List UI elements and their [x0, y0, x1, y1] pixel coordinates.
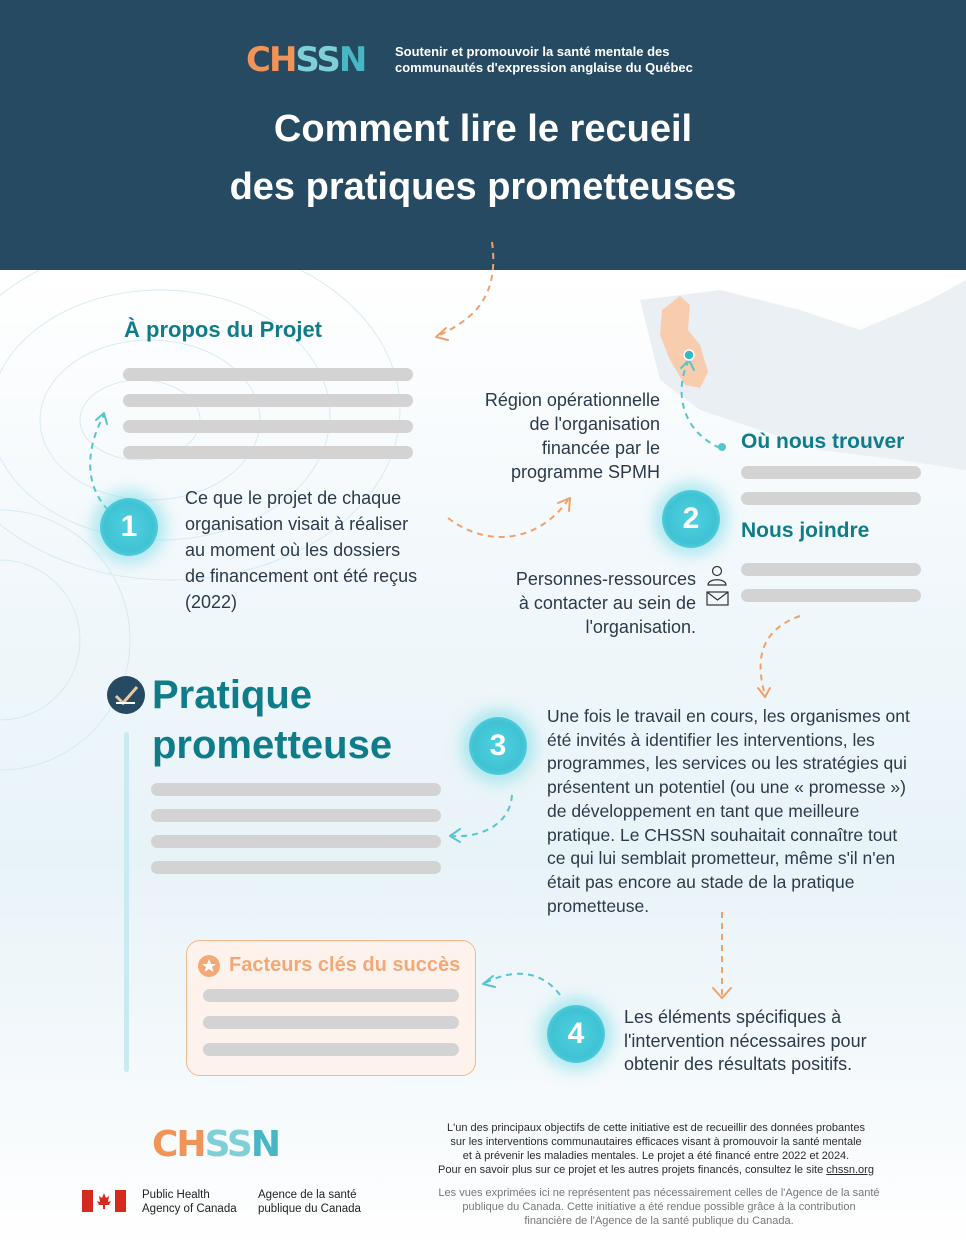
page-title-line-1: Comment lire le recueil — [273, 108, 693, 150]
chssn-logo: CHSSN — [246, 40, 366, 80]
region-description: Région opérationnelle de l'organisation financée par le programme SPMH — [484, 390, 660, 482]
placeholder-bar — [151, 809, 441, 822]
arrow-1-up — [90, 415, 108, 510]
placeholder-bar — [741, 589, 921, 602]
placeholder-bar — [741, 563, 921, 576]
arrow-to-map — [682, 362, 720, 448]
footer-disclaimer: Les vues exprimées ici ne représentent pas nécessairement celles de l'Agence de la santé publique du Canada. Cette initiative a été rendue possible grâce à la contribution financière de l'Agence de la santé publique du Canada. — [438, 1187, 880, 1227]
key-factors-heading: Facteurs clés du succès — [229, 954, 461, 976]
section3-description: Une fois le travail en cours, les organismes ont été invités à identifier les interventions, les programmes, les services ou les stratégies qui présentent un potentiel (ou une « promesse ») de développement en tant que meilleure pratique. Le CHSSN souhaitait connaître tout ce qui lui semblait prometteur, même s'il n'en était pas encore au stade de la pratique prometteuse. — [547, 706, 910, 916]
section4-description: Les éléments spécifiques à l'intervention nécessaires pour obtenir des résultats positifs. — [624, 1007, 867, 1074]
placeholder-bar — [741, 466, 921, 479]
section1-description: Ce que le projet de chaque organisation visait à réaliser au moment où les dossiers de financement ont été reçus (2022) — [185, 488, 418, 612]
page-title-line-2: des pratiques prometteuses — [229, 166, 737, 208]
arrow-1-to-region — [448, 500, 568, 537]
placeholder-bar — [741, 492, 921, 505]
placeholder-bar — [123, 446, 413, 459]
gov-name-en: Public Health Agency of Canada — [142, 1189, 237, 1215]
section1-heading: À propos du Projet — [124, 317, 322, 342]
placeholder-bar — [151, 835, 441, 848]
star-badge-icon — [197, 954, 221, 978]
tagline: Soutenir et promouvoir la santé mentale des communautés d'expression anglaise du Québec — [395, 44, 693, 75]
pratique-heading: Pratique prometteuse — [152, 673, 393, 767]
chssn-link[interactable]: chssn.org — [826, 1164, 874, 1176]
placeholder-bar — [123, 368, 413, 381]
placeholder-bar — [151, 783, 441, 796]
step-number-3: 3 — [469, 717, 527, 775]
step-number-2: 2 — [662, 490, 720, 548]
section3-vertical-line — [124, 732, 129, 1072]
placeholder-bar — [203, 1016, 459, 1029]
step-number-1: 1 — [100, 498, 158, 556]
key-factors-box — [186, 940, 476, 1076]
arrow-3-to-pratique — [452, 795, 512, 836]
placeholder-bar — [123, 420, 413, 433]
step-number-4: 4 — [547, 1005, 605, 1063]
contact-description: Personnes-ressources à contacter au sein de l'organisation. — [515, 569, 696, 637]
contact-us-heading: Nous joindre — [741, 519, 870, 542]
placeholder-bar — [203, 989, 459, 1002]
arrow-4-to-box — [485, 974, 560, 995]
gov-name-fr: Agence de la santé publique du Canada — [258, 1189, 361, 1215]
footer-chssn-logo: CHSSN — [152, 1124, 279, 1165]
footer-info: L'un des principaux objectifs de cette initiative est de recueillir des données probantes sur les interventions communautaires efficaces visant à promouvoir la santé mentale et à prévenir les maladies mentales. Le projet a été financé entre 2022 et 2024. Pour en savoir plus sur ce projet et les autres projets financés, consultez le site chssn.org — [438, 1122, 874, 1176]
placeholder-bar — [151, 861, 441, 874]
map-location-dot — [684, 350, 694, 360]
placeholder-bar — [203, 1043, 459, 1056]
arrow-header-to-section1 — [440, 242, 493, 335]
canada-flag-icon — [82, 1190, 126, 1212]
find-us-heading: Où nous trouver — [741, 430, 905, 453]
arrow-2-to-3 — [761, 616, 800, 695]
placeholder-bar — [123, 394, 413, 407]
